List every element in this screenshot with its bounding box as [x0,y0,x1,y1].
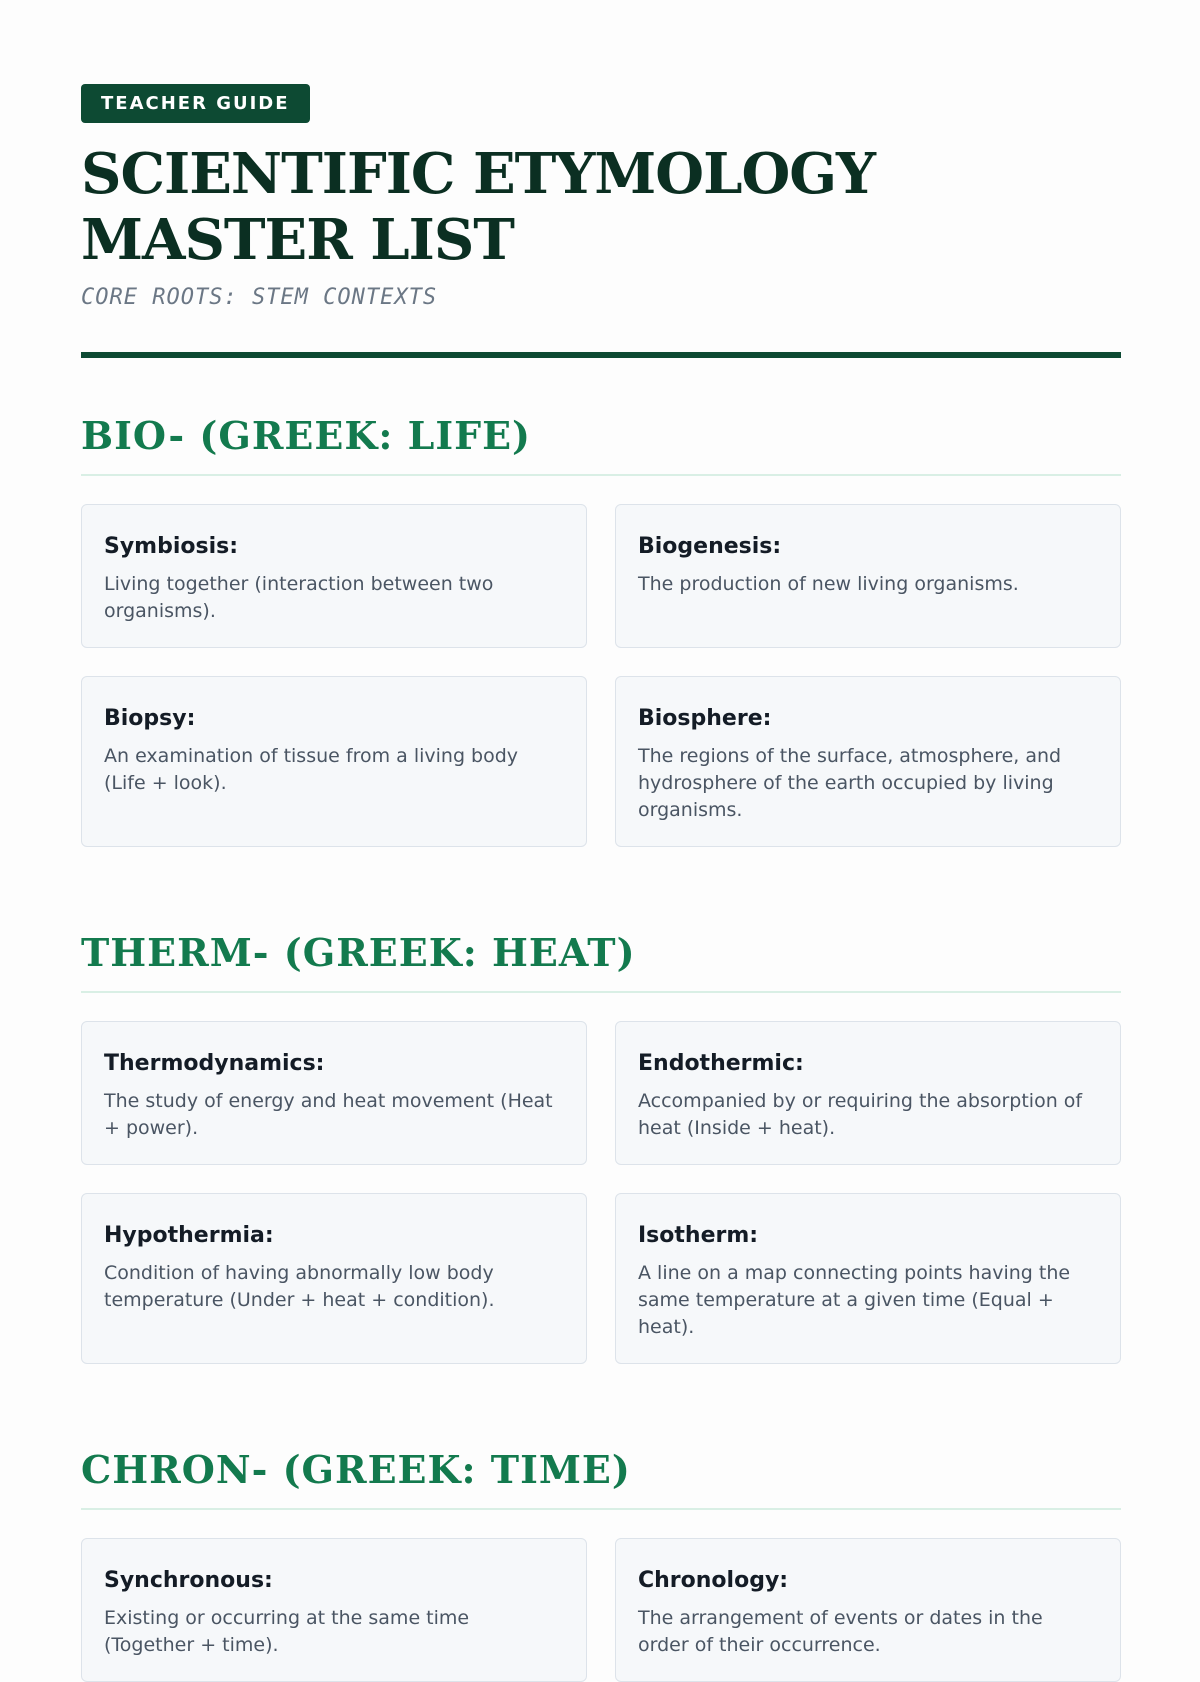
term-card-biosphere [615,676,1121,847]
term-label: Biogenesis: [638,534,782,559]
page-title: SCIENTIFIC ETYMOLOGY MASTER LIST [81,141,876,273]
term-label: Endothermic: [638,1051,804,1076]
term-label: Biosphere: [638,706,772,731]
term-card-chronology [615,1538,1121,1682]
term-definition: An examination of tissue from a living body (Life + look). [104,745,519,794]
term-grid-bio [81,504,1121,847]
section-title-therm: THERM- (GREEK: HEAT) [81,929,1121,993]
teacher-guide-badge: TEACHER GUIDE [81,84,310,123]
term-definition: The arrangement of events or dates in the order of their occurrence. [638,1607,1043,1656]
term-definition: Condition of having abnormally low body temperature (Under + heat + condition). [104,1262,495,1311]
term-label: Biopsy: [104,706,196,731]
term-label: Synchronous: [104,1568,273,1593]
term-definition: Existing or occurring at the same time (Together + time). [104,1607,470,1656]
term-card-thermodynamics [81,1021,587,1165]
term-card-symbiosis [81,504,587,648]
page-subtitle: CORE ROOTS: STEM CONTEXTS [81,285,438,310]
term-definition: Accompanied by or requiring the absorption of heat (Inside + heat). [638,1090,1083,1139]
term-grid-therm [81,1021,1121,1364]
term-definition: A line on a map connecting points having the same temperature at a given time (Equal + heat). [638,1262,1071,1338]
teacher-guide-page [81,84,1121,1682]
section-chron [81,1446,1121,1682]
term-card-synchronous [81,1538,587,1682]
term-definition: The study of energy and heat movement (Heat + power). [104,1090,553,1139]
term-label: Symbiosis: [104,534,239,559]
term-definition: Living together (interaction between two organisms). [104,573,494,622]
term-card-biogenesis [615,504,1121,648]
term-label: Chronology: [638,1568,789,1593]
section-therm [81,929,1121,1364]
term-card-biopsy [81,676,587,847]
section-title-chron: CHRON- (GREEK: TIME) [81,1446,1121,1510]
term-card-isotherm [615,1193,1121,1364]
term-grid-chron [81,1538,1121,1682]
term-label: Hypothermia: [104,1223,274,1248]
term-definition: The regions of the surface, atmosphere, and hydrosphere of the earth occupied by living organisms. [638,745,1062,821]
term-card-endothermic [615,1021,1121,1165]
section-bio [81,412,1121,847]
term-label: Thermodynamics: [104,1051,325,1076]
term-label: Isotherm: [638,1223,759,1248]
section-title-bio: BIO- (GREEK: LIFE) [81,412,1121,476]
header-divider [81,352,1121,358]
term-card-hypothermia [81,1193,587,1364]
term-definition: The production of new living organisms. [638,573,1019,595]
